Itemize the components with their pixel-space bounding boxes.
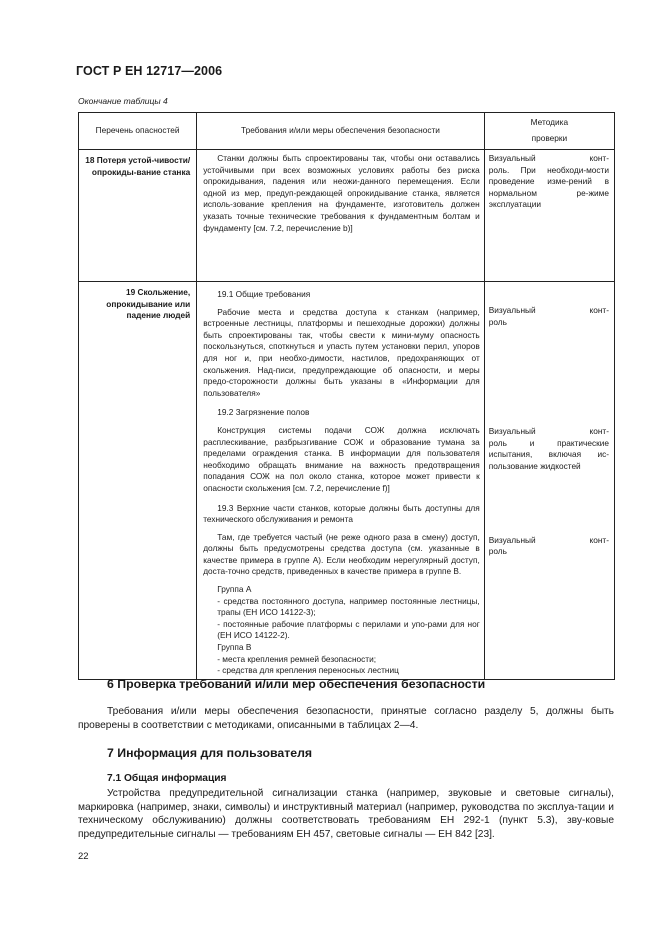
- method-19-3-word2: конт-: [589, 534, 609, 545]
- col-header-method-line1: Методика: [530, 117, 569, 128]
- method-19-1-word2: конт-: [589, 305, 609, 315]
- sub-19-1-text: Рабочие места и средства доступа к станкам (например, встроенные лестницы, платформы и пешеходные дорожки) должны быть спроектированы так, чтобы свести к мини-муму опасность поскользнуться, споткнуться и упасть путем установки перил, упоров для ног и, при необхо-димости, настилов, предохраняющих от скольжения. Над-писи, предупреждающие об опасности, и меры предо-сторожности должны быть указаны в «Информации для пользователя»: [203, 306, 480, 398]
- method-19-2-word1: Визуальный: [488, 426, 536, 437]
- hazard-18: 18 Потеря устой-чивости/опрокиды-вание станка: [79, 150, 197, 282]
- group-a-item-2: - постоянные рабочие платформы с перилами и упо-рами для ног (ЕН ИСО 14122-2).: [217, 618, 480, 641]
- group-a-item-1: - средства постоянного доступа, например постоянные лестницы, трапы (ЕН ИСО 14122-3);: [217, 595, 480, 618]
- method-19-2-word2: конт-: [589, 426, 609, 437]
- hazard-19: 19 Скольжение, опрокидывание или падение людей: [79, 282, 197, 680]
- requirement-18: [197, 150, 485, 282]
- col-header-method-line2: проверки: [531, 133, 568, 143]
- method-18: [484, 150, 614, 282]
- table-row: [79, 282, 615, 680]
- sub-19-2-text: Конструкция системы подачи СОЖ должна исключать расплескивание, разбрызгивание СОЖ и образование тумана за пределами ограждения станка. В информации для пользователя необходимо обращать внимание на важность предотвращения попадания СОЖ на пол около станка, которое может привести к опасности скольжения [см. 7.2, перечисление f)]: [203, 424, 480, 493]
- subsection-7-1-title: 7.1 Общая информация: [107, 773, 227, 784]
- method-19-3-text: роль: [488, 546, 507, 557]
- section-7-title: 7 Информация для пользователя: [107, 746, 313, 760]
- requirement-19: [197, 282, 485, 680]
- table-header-row: [79, 113, 615, 150]
- table-caption: Окончание таблицы 4: [78, 96, 168, 106]
- method-19-2-text: роль и практические испытания, включая ис-пользование жидкостей: [488, 437, 609, 471]
- method-18-word1: Визуальный: [488, 153, 536, 163]
- sub-19-3-title: 19.3 Верхние части станков, которые должны быть доступны для технического обслуживания и ремонта: [203, 502, 480, 525]
- method-19: [484, 282, 614, 680]
- col-header-requirements: Требования и/или меры обеспечения безопасности: [197, 113, 485, 150]
- method-19-1-word1: Визуальный: [488, 305, 536, 315]
- hazards-table: [78, 112, 615, 680]
- group-b-item-1: - места крепления ремней безопасности;: [217, 653, 377, 664]
- page-number: 22: [78, 851, 89, 862]
- section-7-text: Устройства предупредительной сигнализации станка (например, звуковые и световые сигналы), маркировка (например, знаки, символы) и инструктивный материал (например, руководства по эксплуа-тации и техническому обслуживанию) должны соответствовать требованиям ЕН 292-1 (пункт 5.3), зву-ковые предупредительные сигналы — требованиям ЕН 457, световые сигналы — ЕН 842 [23].: [78, 788, 614, 840]
- method-19-1-text: роль: [488, 316, 507, 327]
- table-row: [79, 150, 615, 282]
- col-header-hazards: Перечень опасностей: [79, 113, 197, 150]
- method-19-3-word1: Визуальный: [488, 534, 536, 545]
- requirement-18-text: Станки должны быть спроектированы так, чтобы они оставались устойчивыми при всех возможных условиях работы без риска опрокидывания, падения или неожи-данного перемещения. Если одной из мер, предуп-реждающей опрокидывание станка, является исполь-зование крепления на фундаменте, изготовитель должен указать точные технические требования к фундаментным болтам и фундаменту [см. 7.2, перечисление b)]: [203, 153, 480, 233]
- sub-19-3-text: Там, где требуется частый (не реже одного раза в смену) доступ, должны быть предусмотрены средства доступа (см. указанные в качестве примера в группе А). Если необходим нерегулярный доступ, доста-точно средств, приведенных в качестве примера в группе В.: [203, 531, 480, 577]
- method-18-text: роль. При необходи-мости проведение изме-рений в нормальном ре-жиме эксплуатации: [488, 164, 609, 210]
- section-7-body: [78, 787, 614, 841]
- group-a-label: Группа А: [217, 584, 252, 595]
- group-b-item-2: - средства для крепления переносных лестниц: [217, 665, 399, 676]
- group-b-label: Группа В: [217, 642, 252, 653]
- document-header: ГОСТ Р ЕН 12717—2006: [76, 64, 223, 78]
- col-header-method: [484, 113, 614, 150]
- method-18-word2: конт-: [589, 153, 609, 163]
- section-6-title: 6 Проверка требований и/или мер обеспечения безопасности: [107, 677, 486, 691]
- sub-19-1-title: 19.1 Общие требования: [217, 289, 311, 299]
- section-6-body: [78, 705, 614, 732]
- sub-19-2-title: 19.2 Загрязнение полов: [217, 407, 310, 418]
- section-6-text: Требования и/или меры обеспечения безопасности, принятые согласно разделу 5, должны быть проверены в соответствии с методиками, описанными в таблицах 2—4.: [78, 706, 614, 731]
